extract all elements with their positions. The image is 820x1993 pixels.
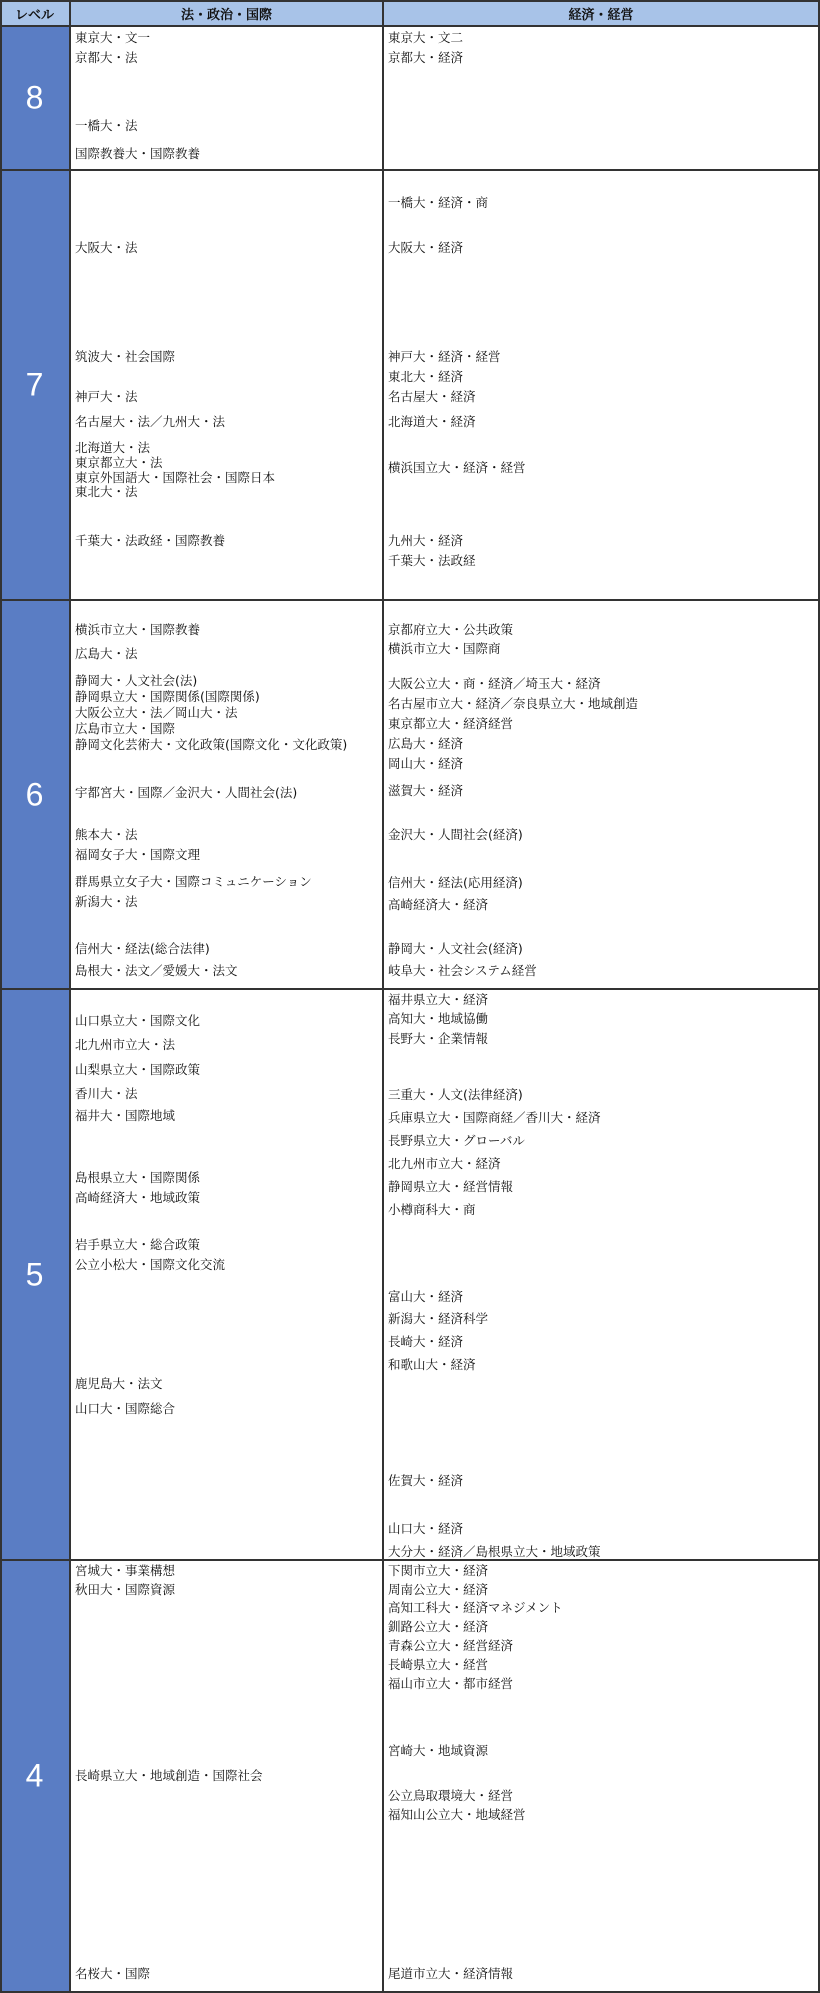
law-entry: 群馬県立女子大・国際コミュニケーション (75, 874, 312, 889)
law-entry: 香川大・法 (75, 1086, 138, 1101)
econ-cell (384, 990, 820, 1561)
law-entry: 東北大・法 (75, 484, 138, 499)
econ-entry: 九州大・経済 (388, 533, 464, 548)
law-cell (71, 990, 384, 1561)
law-entry: 静岡県立大・国際関係(国際関係) (75, 689, 260, 704)
law-cell (71, 601, 384, 990)
law-entry: 名桜大・国際 (75, 1966, 151, 1981)
econ-entry: 京都府立大・公共政策 (388, 622, 514, 637)
law-cell (71, 27, 384, 171)
law-entry: 千葉大・法政経・国際教養 (75, 533, 226, 548)
econ-entry: 横浜国立大・経済・経営 (388, 460, 526, 475)
econ-cell (384, 27, 820, 171)
level-cell (0, 990, 71, 1561)
econ-entry: 尾道市立大・経済情報 (388, 1966, 514, 1981)
level-cell (0, 171, 71, 601)
level-number: 7 (25, 366, 44, 403)
econ-entry: 横浜市立大・国際商 (388, 641, 501, 656)
law-entry: 大阪大・法 (75, 240, 138, 255)
econ-cell (384, 601, 820, 990)
level-number: 6 (25, 776, 44, 812)
econ-entry: 小樽商科大・商 (388, 1202, 476, 1217)
law-entry: 島根大・法文／愛媛大・法文 (75, 963, 238, 978)
law-entry: 広島大・法 (75, 646, 138, 661)
econ-entry: 滋賀大・経済 (388, 783, 464, 798)
law-entry: 宇都宮大・国際／金沢大・人間社会(法) (75, 785, 298, 800)
header-level (0, 0, 71, 27)
law-entry: 秋田大・国際資源 (75, 1582, 176, 1597)
econ-entry: 富山大・経済 (388, 1289, 464, 1304)
econ-entry: 広島大・経済 (388, 736, 464, 751)
econ-entry: 信州大・経法(応用経済) (388, 875, 523, 890)
law-entry: 信州大・経法(総合法律) (75, 941, 210, 956)
level-cell (0, 1561, 71, 1993)
header-econ-label: 経済・経営 (568, 8, 634, 23)
econ-entry: 岐阜大・社会システム経営 (388, 963, 537, 978)
econ-entry: 北九州市立大・経済 (388, 1156, 501, 1171)
econ-entry: 静岡大・人文社会(経済) (388, 941, 523, 956)
econ-entry: 東京都立大・経済経営 (388, 716, 514, 731)
law-entry: 東京外国語大・国際社会・国際日本 (75, 470, 276, 485)
econ-entry: 大阪大・経済 (388, 240, 464, 255)
econ-entry: 高知工科大・経済マネジメント (388, 1600, 563, 1615)
econ-entry: 和歌山大・経済 (388, 1357, 476, 1372)
law-entry: 北海道大・法 (75, 440, 151, 455)
law-entry: 公立小松大・国際文化交流 (75, 1257, 226, 1272)
header-econ (384, 0, 820, 27)
econ-entry: 名古屋大・経済 (388, 389, 476, 404)
header-law (71, 0, 384, 27)
law-entry: 筑波大・社会国際 (75, 349, 176, 364)
law-entry: 一橋大・法 (75, 118, 138, 133)
level-number: 5 (25, 1256, 44, 1292)
level-cell (0, 27, 71, 171)
econ-entry: 福知山公立大・地域経営 (388, 1807, 526, 1822)
econ-entry: 東北大・経済 (388, 369, 464, 384)
econ-entry: 高知大・地域協働 (388, 1011, 489, 1026)
law-entry: 神戸大・法 (75, 389, 138, 404)
law-entry: 山口大・国際総合 (75, 1401, 176, 1416)
econ-cell (384, 1561, 820, 1993)
econ-entry: 福山市立大・都市経営 (388, 1676, 514, 1691)
header-level-label: レベル (14, 8, 54, 23)
law-entry: 島根県立大・国際関係 (75, 1170, 201, 1185)
law-entry: 山梨県立大・国際政策 (75, 1062, 201, 1077)
econ-entry: 青森公立大・経営経済 (388, 1638, 514, 1653)
law-entry: 鹿児島大・法文 (75, 1376, 163, 1391)
law-entry: 新潟大・法 (75, 894, 138, 909)
econ-entry: 福井県立大・経済 (388, 992, 489, 1007)
econ-cell (384, 171, 820, 601)
level-number: 4 (25, 1757, 44, 1794)
law-entry: 東京都立大・法 (75, 455, 163, 470)
law-entry: 福井大・国際地域 (75, 1108, 176, 1123)
econ-entry: 宮崎大・地域資源 (388, 1743, 489, 1758)
law-cell (71, 171, 384, 601)
law-entry: 大阪公立大・法／岡山大・法 (75, 705, 238, 720)
law-entry: 北九州市立大・法 (75, 1037, 176, 1052)
econ-entry: 下関市立大・経済 (388, 1563, 489, 1578)
law-entry: 京都大・法 (75, 50, 138, 65)
law-entry: 名古屋大・法／九州大・法 (75, 414, 226, 429)
law-entry: 広島市立大・国際 (75, 721, 176, 736)
law-entry: 岩手県立大・総合政策 (75, 1237, 201, 1252)
econ-entry: 三重大・人文(法律経済) (388, 1087, 523, 1102)
econ-entry: 釧路公立大・経済 (388, 1619, 489, 1634)
law-entry: 横浜市立大・国際教養 (75, 622, 201, 637)
econ-entry: 神戸大・経済・経営 (388, 349, 501, 364)
econ-entry: 長崎大・経済 (388, 1334, 464, 1349)
econ-entry: 大阪公立大・商・経済／埼玉大・経済 (388, 676, 601, 691)
econ-entry: 北海道大・経済 (388, 414, 476, 429)
econ-entry: 周南公立大・経済 (388, 1582, 489, 1597)
econ-entry: 金沢大・人間社会(経済) (388, 827, 523, 842)
econ-entry: 大分大・経済／島根県立大・地域政策 (388, 1544, 601, 1559)
law-entry: 宮城大・事業構想 (75, 1563, 176, 1578)
econ-entry: 岡山大・経済 (388, 756, 464, 771)
econ-entry: 千葉大・法政経 (388, 553, 476, 568)
header-law-label: 法・政治・国際 (180, 8, 272, 23)
level-number: 8 (25, 79, 44, 116)
level-cell (0, 601, 71, 990)
econ-entry: 兵庫県立大・国際商経／香川大・経済 (388, 1110, 601, 1125)
econ-entry: 名古屋市立大・経済／奈良県立大・地域創造 (388, 696, 639, 711)
econ-entry: 長崎県立大・経営 (388, 1657, 489, 1672)
law-cell (71, 1561, 384, 1993)
econ-entry: 山口大・経済 (388, 1521, 464, 1536)
law-entry: 東京大・文一 (75, 30, 151, 45)
econ-entry: 東京大・文二 (388, 30, 464, 45)
law-entry: 静岡文化芸術大・文化政策(国際文化・文化政策) (75, 737, 348, 752)
law-entry: 静岡大・人文社会(法) (75, 673, 198, 688)
econ-entry: 公立鳥取環境大・経営 (388, 1788, 514, 1803)
law-entry: 福岡女子大・国際文理 (75, 847, 201, 862)
law-entry: 高崎経済大・地域政策 (75, 1190, 201, 1205)
econ-entry: 佐賀大・経済 (388, 1473, 464, 1488)
econ-entry: 長野大・企業情報 (388, 1031, 489, 1046)
econ-entry: 長野県立大・グローバル (388, 1133, 525, 1148)
econ-entry: 静岡県立大・経営情報 (388, 1179, 514, 1194)
law-entry: 熊本大・法 (75, 827, 138, 842)
econ-entry: 高崎経済大・経済 (388, 897, 489, 912)
law-entry: 国際教養大・国際教養 (75, 146, 201, 161)
law-entry: 長崎県立大・地域創造・国際社会 (75, 1768, 263, 1783)
law-entry: 山口県立大・国際文化 (75, 1013, 201, 1028)
econ-entry: 新潟大・経済科学 (388, 1311, 489, 1326)
econ-entry: 京都大・経済 (388, 50, 464, 65)
econ-entry: 一橋大・経済・商 (388, 195, 489, 210)
